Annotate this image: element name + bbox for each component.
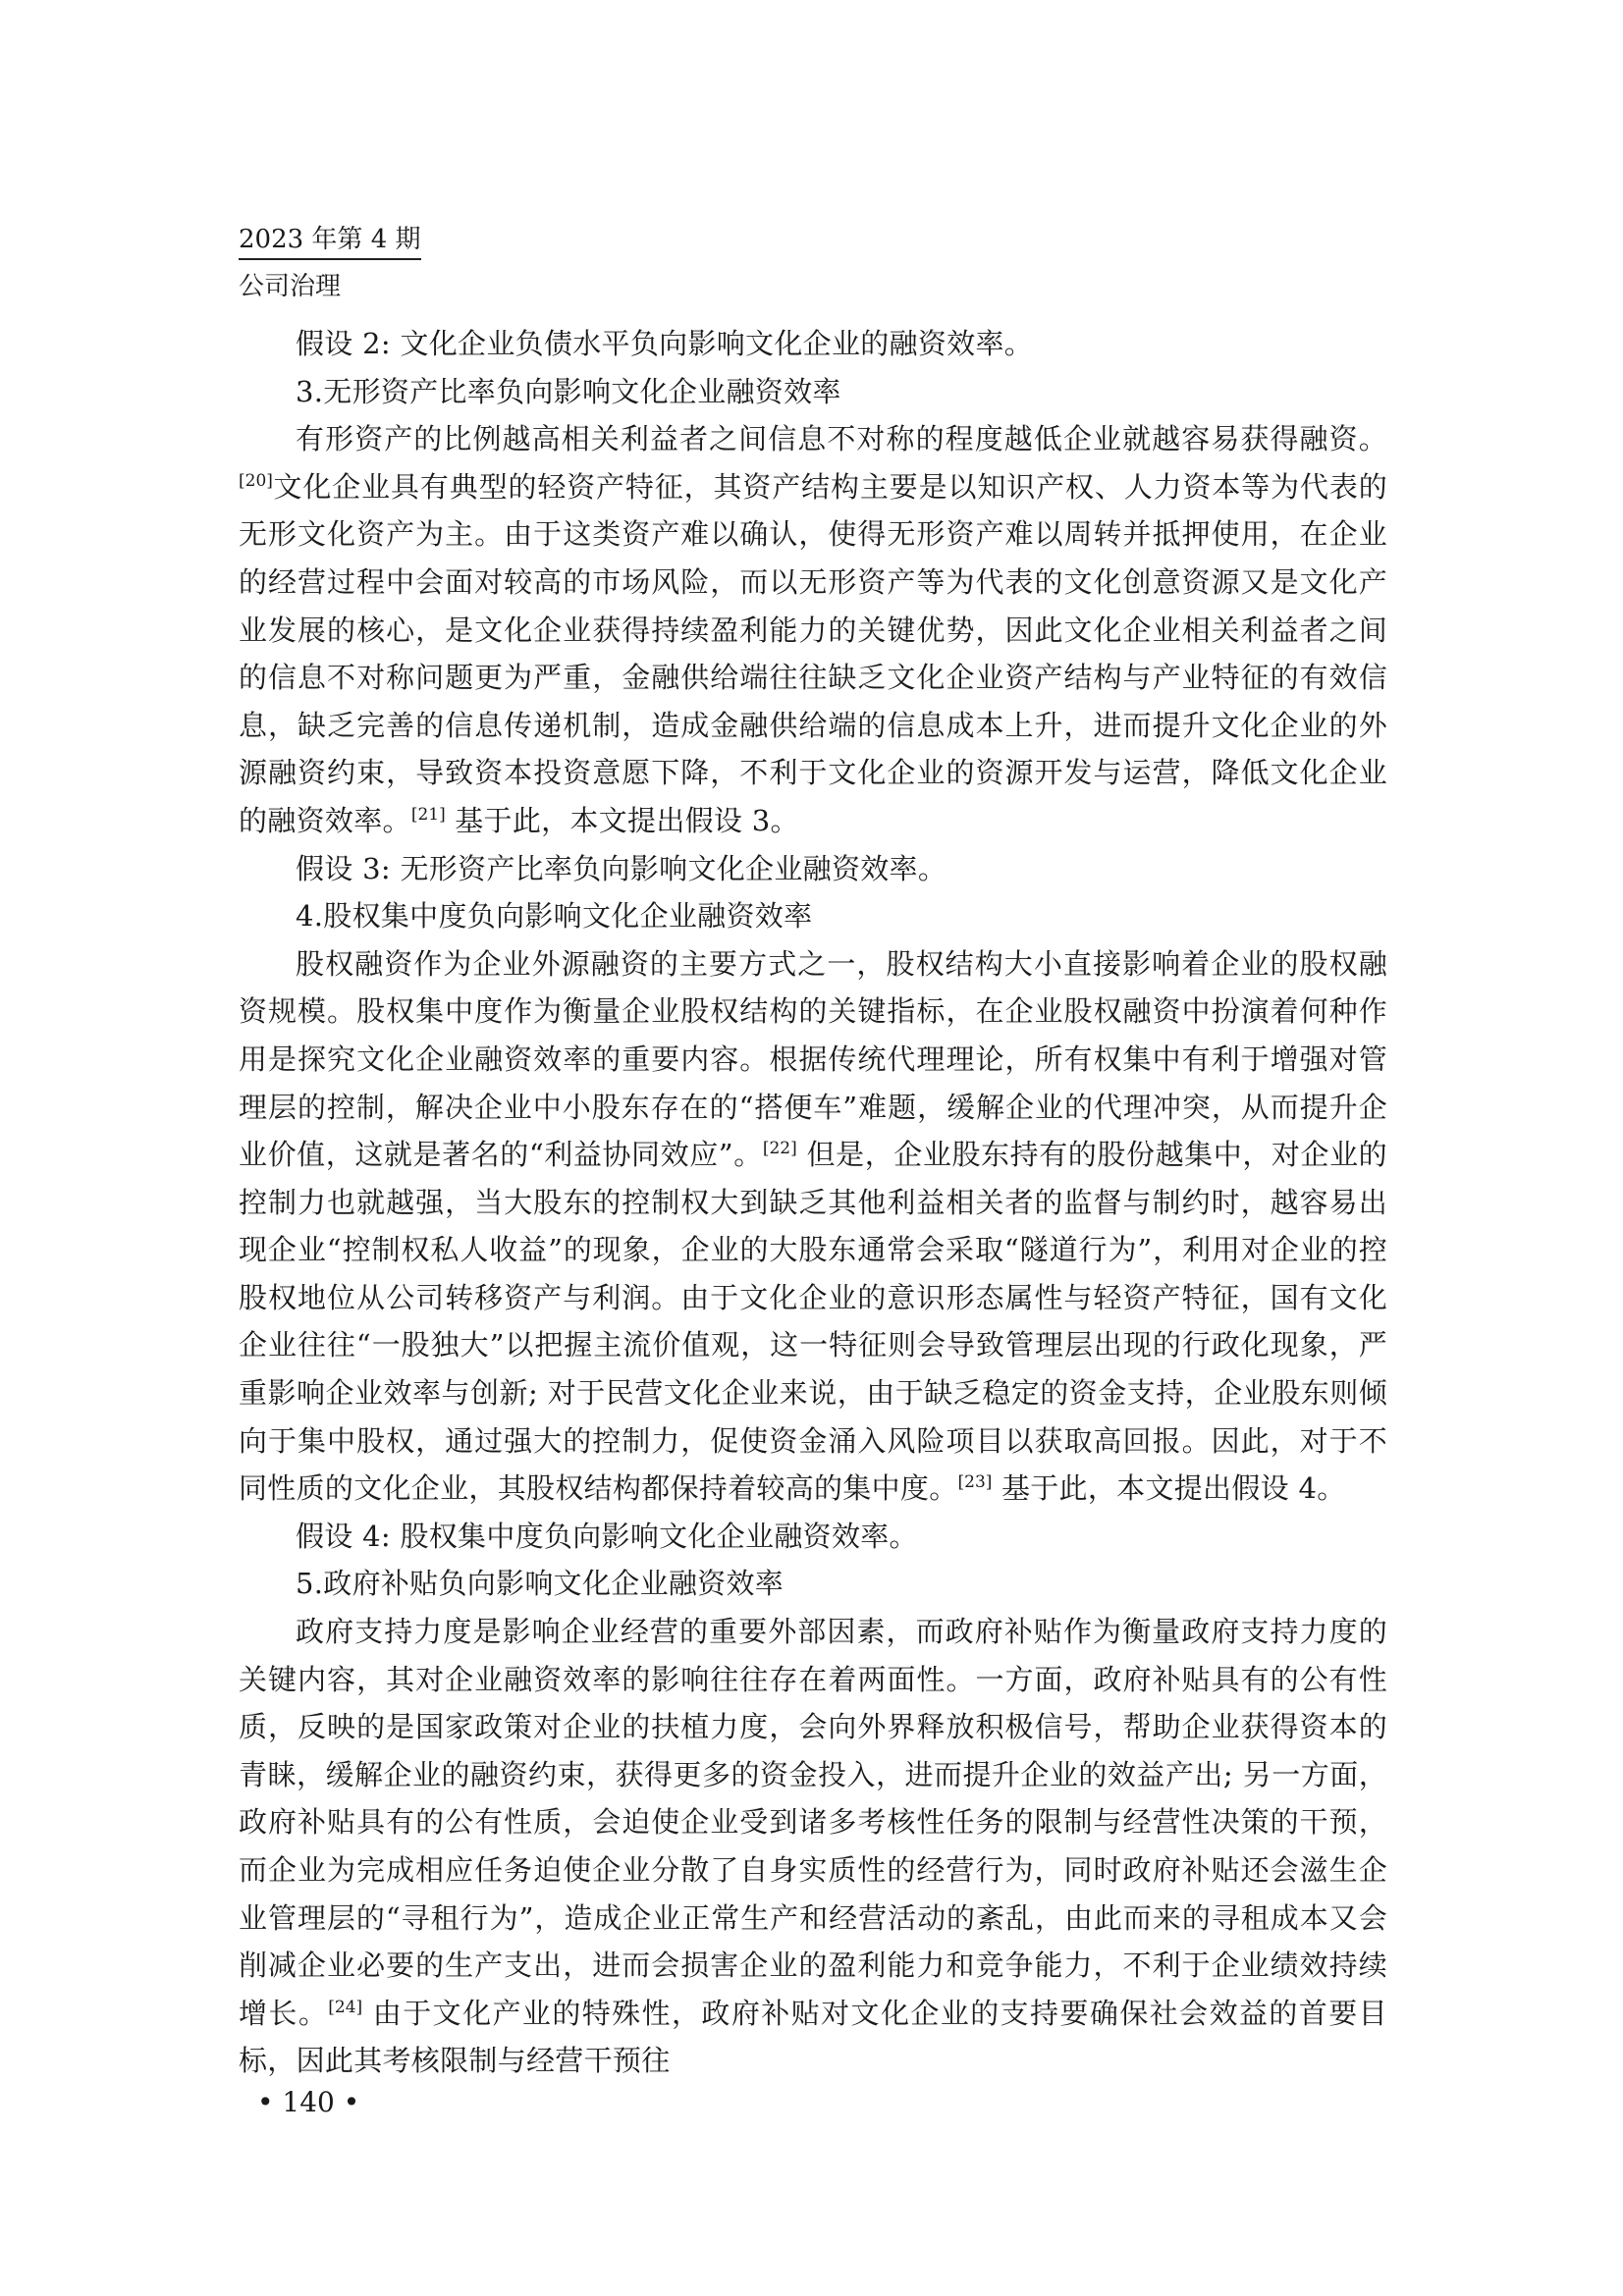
- body-paragraph: 假设 4: 股权集中度负向影响文化企业融资效率。: [296, 1519, 918, 1553]
- body-paragraph: 假设 3: 无形资产比率负向影响文化企业融资效率。: [296, 851, 947, 885]
- journal-issue: 2023 年第 4 期: [239, 222, 421, 260]
- body-paragraph: [239, 415, 1387, 844]
- article-body: [239, 320, 1387, 2085]
- body-paragraph: 4.股权集中度负向影响文化企业融资效率: [296, 899, 813, 934]
- text-segment: 基于此，本文提出假设 4。: [992, 1471, 1346, 1506]
- body-paragraph: [239, 1608, 1387, 2085]
- running-header: [239, 222, 631, 305]
- text-segment: 股权融资作为企业外源融资的主要方式之一，股权结构大小直接影响着企业的股权融资规模。股权集中度作为衡量企业股权结构的关键指标，在企业股权融资中扮演着何种作用是探究文化企业融资效率的重要内容。根据传统代理理论，所有权集中有利于增强对管理层的控制，解决企业中小股东存在的“搭便车”难题，缓解企业的代理冲突，从而提升企业价值，这就是著名的“利益协同效应”。: [239, 946, 1387, 1172]
- text-segment: 政府支持力度是影响企业经营的重要外部因素，而政府补贴作为衡量政府支持力度的关键内容，其对企业融资效率的影响往往存在着两面性。一方面，政府补贴具有的公有性质，反映的是国家政策对企业的扶植力度，会向外界释放积极信号，帮助企业获得资本的青睐，缓解企业的融资约束，获得更多的资金投入，进而提升企业的效益产出; 另一方面，政府补贴具有的公有性质，会迫使企业受到诸多考核性任务的限制与经营性决策的干预，而企业为完成相应任务迫使企业分散了自身实质性的经营行为，同时政府补贴还会滋生企业管理层的“寻租行为”，造成企业正常生产和经营活动的紊乱，由此而来的寻租成本又会削减企业必要的生产支出，进而会损害企业的盈利能力和竞争能力，不利于企业绩效持续增长。: [239, 1615, 1387, 2030]
- body-paragraph: 假设 2: 文化企业负债水平负向影响文化企业的融资效率。: [296, 327, 1034, 360]
- text-segment: 基于此，本文提出假设 3。: [445, 803, 799, 837]
- page-number: • 140 •: [257, 2086, 360, 2118]
- body-paragraph: 5.政府补贴负向影响文化企业融资效率: [296, 1567, 784, 1601]
- body-paragraph: [239, 940, 1387, 1513]
- body-paragraph: 3.无形资产比率负向影响文化企业融资效率: [296, 374, 841, 408]
- text-segment: 但是，企业股东持有的股份越集中，对企业的控制力也就越强，当大股东的控制权大到缺乏其他利益相关者的监督与制约时，越容易出现企业“控制权私人收益”的现象，企业的大股东通常会采取“隧道行为”，利用对企业的控股权地位从公司转移资产与利润。由于文化企业的意识形态属性与轻资产特征，国有文化企业往往“一股独大”以把握主流价值观，这一特征则会导致管理层出现的行政化现象，严重影响企业效率与创新; 对于民营文化企业来说，由于缺乏稳定的资金支持，企业股东则倾向于集中股权，通过强大的控制力，促使资金涌入风险项目以获取高回报。因此，对于不同性质的文化企业，其股权结构都保持着较高的集中度。: [239, 1138, 1387, 1506]
- text-segment: 由于文化产业的特殊性，政府补贴对文化企业的支持要确保社会效益的首要目标，因此其考核限制与经营干预往: [239, 1996, 1387, 2078]
- column-name: 公司治理: [239, 272, 342, 301]
- text-segment: 文化企业具有典型的轻资产特征，其资产结构主要是以知识产权、人力资本等为代表的无形文化资产为主。由于这类资产难以确认，使得无形资产难以周转并抵押使用，在企业的经营过程中会面对较高的市场风险，而以无形资产等为代表的文化创意资源又是文化产业发展的核心，是文化企业获得持续盈利能力的关键优势，因此文化企业相关利益者之间的信息不对称问题更为严重，金融供给端往往缺乏文化企业资产结构与产业特征的有效信息，缺乏完善的信息传递机制，造成金融供给端的信息成本上升，进而提升文化企业的外源融资约束，导致资本投资意愿下降，不利于文化企业的资源开发与运营，降低文化企业的融资效率。: [239, 469, 1387, 837]
- citation-ref: [24]: [328, 1997, 363, 2017]
- citation-ref: [22]: [762, 1139, 797, 1159]
- citation-ref: [20]: [239, 470, 273, 491]
- text-segment: 有形资产的比例越高相关利益者之间信息不对称的程度越低企业就越容易获得融资。: [296, 422, 1387, 456]
- citation-ref: [23]: [957, 1472, 993, 1493]
- citation-ref: [21]: [410, 804, 446, 825]
